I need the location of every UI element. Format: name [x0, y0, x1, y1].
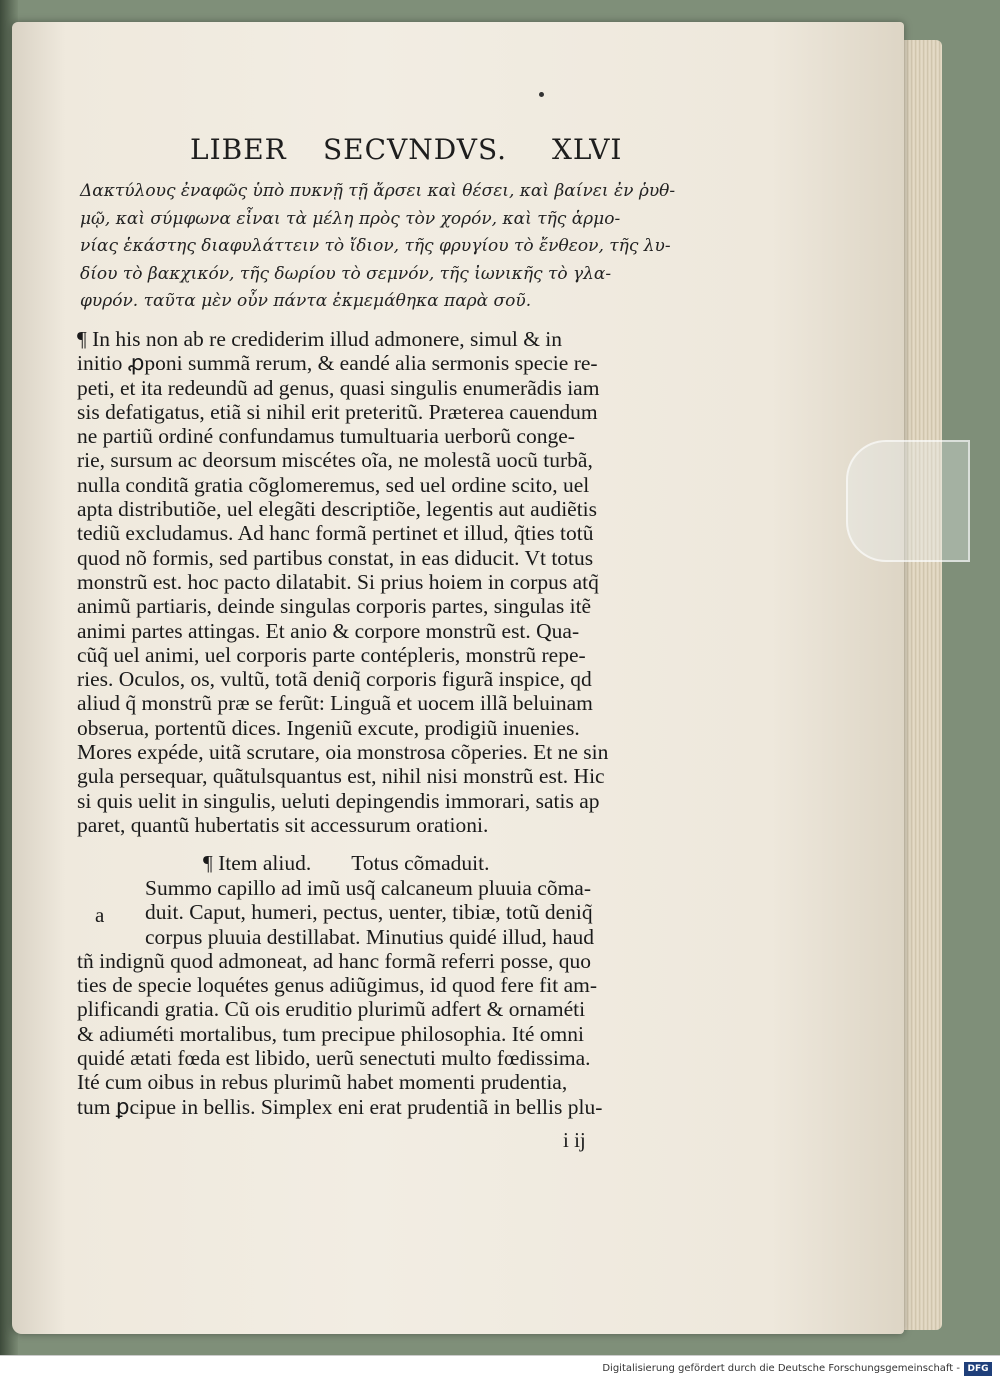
footer-bar [0, 1355, 1000, 1383]
lower-line: ties de specie loquétes genus adiũgimus, id quod fere fit am- [77, 973, 598, 998]
latin-line: apta distributiõe, uel elegãti descriptiõe, legentis aut audiẽtis [77, 497, 598, 522]
latin-line: animũ partiaris, deinde singulas corporis partes, singulas itẽ [77, 594, 592, 619]
latin-line: tediũ excludamus. Ad hanc formã pertinet et illud, q̃ties totũ [77, 521, 594, 546]
latin-line: ries. Oculos, os, vultũ, totã deniq̃ corporis figurã inspice, qd [77, 667, 592, 692]
lower-line: quidé ætati fœda est libido, uerũ senectuti multo fœdissima. [77, 1046, 591, 1071]
marginal-note: a [95, 903, 105, 927]
latin-line: rie, sursum ac deorsum miscétes oĩa, ne molestã uocũ turbã, [77, 448, 593, 473]
lower-line: tñ indignũ quod admoneat, ad hanc formã referri posse, quo [77, 948, 592, 973]
latin-line: ne partiũ ordiné confundamus tumultuaria uerborũ conge- [77, 424, 575, 449]
latin-line: monstrũ est. hoc pacto dilatabit. Si prius hoiem in corpus atq̃ [77, 569, 599, 594]
greek-line: Δακτύλους ἐναφῶς ὑπὸ πυκνῇ τῇ ἄρσει καὶ θέσει, καὶ βαίνει ἐν ῥυθ- [80, 181, 676, 201]
section-heading-title: ¶ Item aliud. [203, 851, 312, 875]
greek-line: φυρόν. ταῦτα μὲν οὖν πάντα ἐκμεμάθηκα παρὰ σοῦ. [80, 291, 532, 311]
latin-line: animi partes attingas. Et anio & corpore monstrũ est. Qua- [77, 618, 580, 643]
header-secundus: SECVNDVS. [323, 133, 508, 166]
latin-line: cũq̃ uel animi, uel corporis parte contépleris, monstrũ repe- [77, 642, 586, 667]
lower-line: tum ꝑcipue in bellis. Simplex eni erat prudentiã in bellis plu- [77, 1094, 603, 1119]
latin-line: nulla conditã gratia cõglomeremus, sed uel ordine scito, uel [77, 472, 590, 497]
header-liber: LIBER [190, 133, 287, 166]
signature-mark: i ij [563, 1128, 586, 1152]
latin-line: sis defatigatus, etiã si nihil erit preteritũ. Præterea cauendum [77, 399, 598, 424]
greek-line: νίας ἑκάστης διαφυλάττειν τὸ ἴδιον, τῆς φρυγίου τὸ ἔνθεον, τῆς λυ- [80, 236, 671, 256]
running-header [190, 133, 630, 173]
latin-line: ¶ In his non ab re crediderim illud admonere, simul & in [77, 327, 563, 351]
dfg-logo-icon: DFG [964, 1362, 992, 1376]
section-heading [203, 851, 623, 876]
plastic-page-clip [846, 440, 970, 562]
lower-line: Summo capillo ad imũ usq̃ calcaneum pluuia cõma- [145, 876, 592, 900]
lower-line: corpus pluuia destillabat. Minutius quidé illud, haud [145, 924, 595, 949]
greek-line: δίου τὸ βακχικόν, τῆς δωρίου τὸ σεμνόν, τῆς ἰωνικῆς τὸ γλα- [80, 263, 612, 284]
ink-dot [539, 92, 544, 97]
latin-line: paret, quantũ hubertatis sit accessurum orationi. [77, 812, 489, 837]
latin-line: obserua, portentũ dices. Ingeniũ excute, prodigiũ inuenies. [77, 715, 580, 740]
footer-credit: Digitalisierung gefördert durch die Deutsche Forschungsgemeinschaft - [602, 1363, 960, 1374]
latin-line: peti, et ita redeundũ ad genus, quasi singulis enumerãdis iam [77, 375, 600, 400]
latin-line: gula persequar, quãtulsquantus est, nihil nisi monstrũ est. Hic [77, 764, 605, 789]
lower-passage [77, 876, 689, 1119]
greek-line: μῷ, καὶ σύμφωνα εἶναι τὰ μέλη πρὸς τὸν χορόν, καὶ τῆς ἁρμο- [80, 208, 621, 229]
lower-line: & adiuméti mortalibus, tum precipue philosophia. Ité omni [77, 1021, 584, 1046]
latin-line: Mores expéde, uitã scrutare, oia monstrosa cõperies. Et ne sin [77, 740, 609, 765]
latin-passage [77, 327, 689, 837]
lower-line: plificandi gratia. Cũ ois eruditio plurimũ adfert & ornaméti [77, 997, 586, 1022]
greek-passage [80, 178, 690, 316]
latin-line: quod nõ formis, sed partibus constat, in eas diducit. Vt totus [77, 545, 594, 570]
latin-line: initio ꝓponi summã rerum, & eandé alia sermonis specie re- [77, 351, 598, 376]
section-heading-example: Totus cõmaduit. [351, 851, 490, 875]
header-folio: XLVI [552, 133, 623, 166]
lower-line: duit. Caput, humeri, pectus, uenter, tibiæ, totũ deniq̃ [145, 900, 593, 925]
latin-line: si quis uelit in singulis, ueluti depingendis immorari, satis ap [77, 788, 600, 813]
lower-line: Ité cum oibus in rebus plurimũ habet momenti prudentia, [77, 1070, 568, 1095]
latin-line: aliud q̃ monstrũ præ se ferũt: Linguã et uocem illã beluinam [77, 691, 593, 716]
